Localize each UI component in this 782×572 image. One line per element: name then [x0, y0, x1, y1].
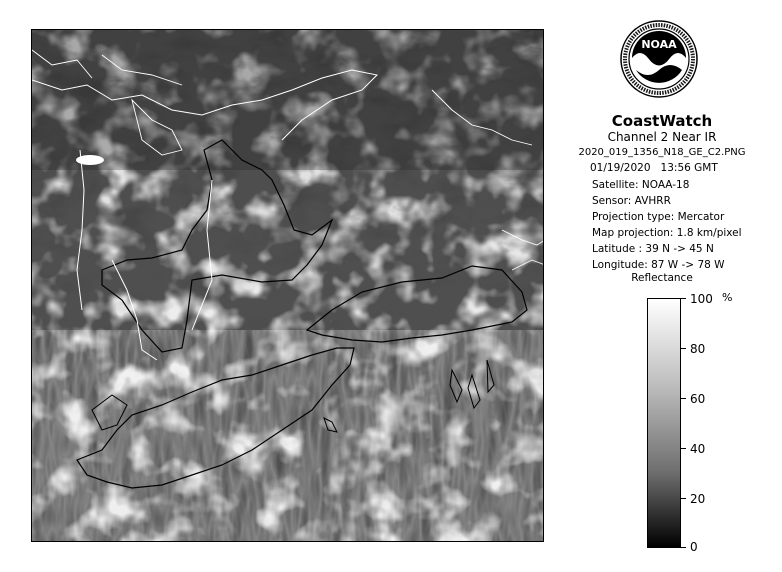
- colorbar-tick: [681, 348, 686, 349]
- colorbar-tick-label: 60: [690, 392, 706, 406]
- logo-text: NOAA: [641, 38, 677, 51]
- sensor-text: Sensor: AVHRR: [592, 195, 671, 207]
- colorbar-tick-label: 80: [690, 342, 706, 356]
- colorbar-tick: [681, 398, 686, 399]
- colorbar-tick-label: 100: [690, 292, 713, 306]
- date-time: [590, 162, 718, 174]
- longitude-text: Longitude: 87 W -> 78 W: [592, 259, 725, 271]
- date-text: 01/19/2020: [590, 162, 651, 174]
- colorbar-tick: [681, 298, 686, 299]
- time-text: 13:56 GMT: [660, 162, 718, 174]
- latitude-text: Latitude : 39 N -> 45 N: [592, 243, 714, 255]
- filename: 2020_019_1356_N18_GE_C2.PNG: [578, 147, 746, 158]
- satellite-map: [31, 29, 544, 542]
- colorbar-tick-label: 40: [690, 442, 706, 456]
- colorbar-tick-label: 20: [690, 492, 706, 506]
- channel-subtitle: Channel 2 Near IR: [607, 130, 717, 144]
- map-projection-text: Map projection: 1.8 km/pixel: [592, 227, 742, 239]
- reflectance-colorbar: [647, 298, 681, 548]
- colorbar-unit: %: [722, 291, 733, 304]
- colorbar-tick: [681, 498, 686, 499]
- colorbar-tick: [681, 547, 686, 548]
- colorbar-tick: [681, 448, 686, 449]
- satellite-image: [32, 30, 544, 542]
- app-title: CoastWatch: [611, 112, 713, 130]
- colorbar-tick-label: 0: [690, 540, 698, 554]
- noaa-logo-icon: [618, 18, 700, 108]
- colorbar-label: Reflectance: [631, 272, 693, 284]
- satellite-text: Satellite: NOAA-18: [592, 179, 690, 191]
- projection-type-text: Projection type: Mercator: [592, 211, 725, 223]
